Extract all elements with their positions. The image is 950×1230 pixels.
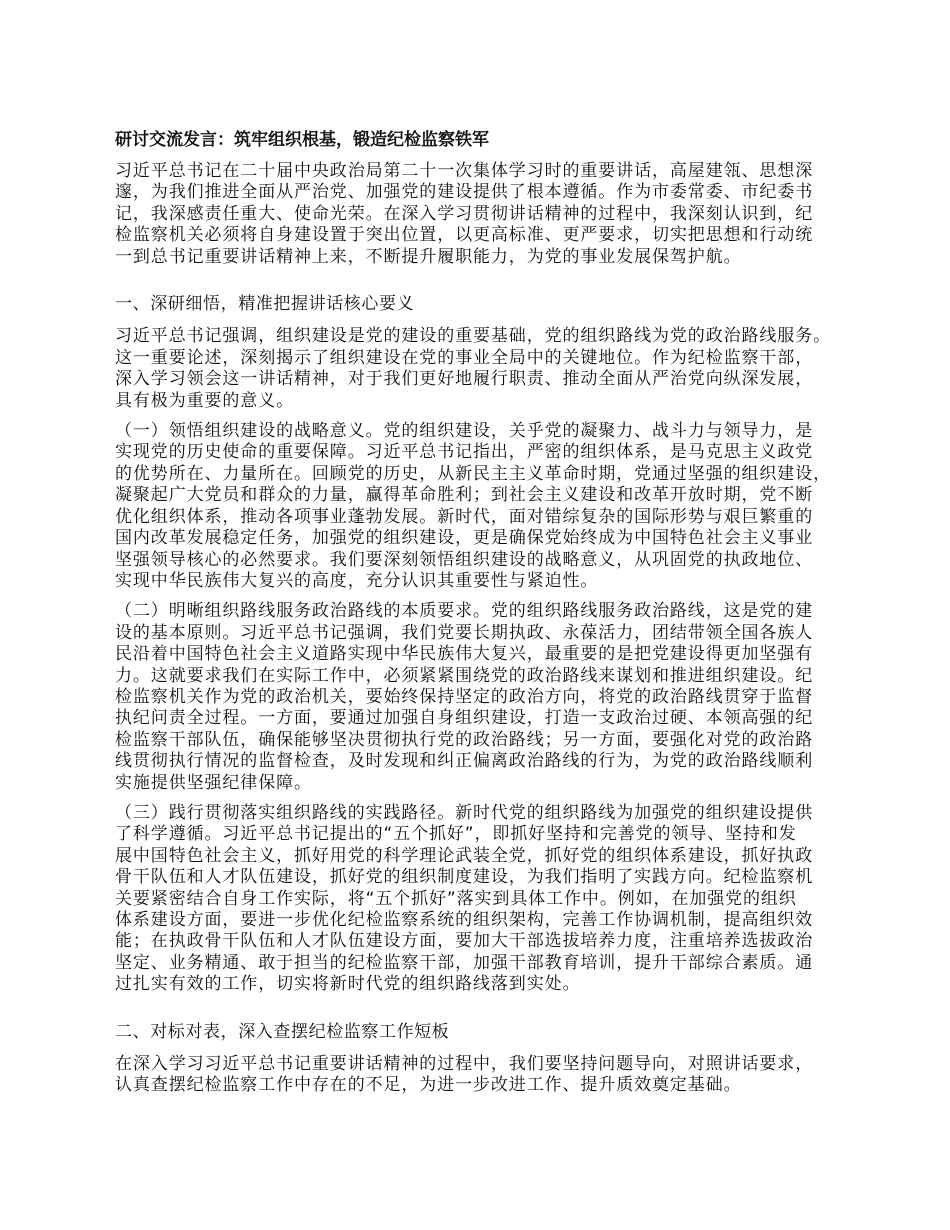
text-line: 一到总书记重要讲话精神上来，不断提升履职能力，为党的事业发展保驾护航。 [115, 246, 742, 267]
document-page [115, 129, 855, 1106]
text-line: 的优势所在、力量所在。回顾党的历史，从新民主主义革命时期，党通过坚强的组织建设， [115, 463, 831, 484]
text-line: 线贯彻执行情况的监督检查，及时发现和纠正偏离政治路线的行为，为党的政治路线顺利 [115, 751, 814, 772]
text-line: 民沿着中国特色社会主义道路实现中华民族伟大复兴，最重要的是把党建设得更加坚强有 [115, 644, 814, 665]
text-line: （三）践行贯彻落实组织路线的实践路径。新时代党的组织路线为加强党的组织建设提供 [115, 802, 814, 823]
text-line: 检监察干部队伍，确保能够坚决贯彻执行党的政治路线；另一方面，要强化对党的政治路 [115, 729, 814, 750]
point-1-paragraph [115, 421, 855, 592]
text-line: 记，我深感责任重大、使命光荣。在深入学习贯彻讲话精神的过程中，我深刻认识到，纪 [115, 203, 814, 224]
text-line: 坚定、业务精通、敢于担当的纪检监察干部，加强干部教育培训，提升干部综合素质。通 [115, 952, 814, 973]
text-line: 优化组织体系，推动各项事业蓬勃发展。新时代，面对错综复杂的国际形势与艰巨繁重的 [115, 506, 814, 527]
text-line: 检监察机关必须将自身建设置于突出位置，以更高标准、更严要求，切实把思想和行动统 [115, 225, 814, 246]
section-1-intro-paragraph [115, 326, 855, 412]
text-line: 在深入学习习近平总书记重要讲话精神的过程中，我们要坚持问题导向，对照讲话要求， [115, 1054, 814, 1075]
text-line: 邃，为我们推进全面从严治党、加强党的建设提供了根本遵循。作为市委常委、市纪委书 [115, 182, 814, 203]
text-line: 坚强领导核心的必然要求。我们要深刻领悟组织建设的战略意义，从巩固党的执政地位、 [115, 549, 814, 570]
text-line: 凝聚起广大党员和群众的力量，赢得革命胜利；到社会主义建设和改革开放时期，党不断 [115, 485, 814, 506]
point-3-paragraph [115, 803, 855, 996]
text-line: 了科学遵循。习近平总书记提出的“五个抓好”，即抓好坚持和完善党的领导、坚持和发 [115, 824, 797, 845]
text-line: 深入学习领会这一讲话精神，对于我们更好地履行职责、推动全面从严治党向纵深发展， [115, 369, 814, 390]
text-line: 关要紧密结合自身工作实际，将“五个抓好”落实到具体工作中。例如，在加强党的组织 [115, 888, 797, 909]
section-2-intro-paragraph [115, 1054, 855, 1097]
text-line: 体系建设方面，要进一步优化纪检监察系统的组织架构，完善工作协调机制，提高组织效 [115, 910, 814, 930]
text-line: 执纪问责全过程。一方面，要通过加强自身组织建设，打造一支政治过硬、本领高强的纪 [115, 708, 814, 729]
text-line: 检监察机关作为党的政治机关，要始终保持坚定的政治方向，将党的政治路线贯穿于监督 [115, 686, 814, 707]
text-line: 实施提供坚强纪律保障。 [115, 772, 312, 793]
intro-paragraph [115, 161, 855, 268]
text-line: 实现中华民族伟大复兴的高度，充分认识其重要性与紧迫性。 [115, 570, 599, 591]
point-2-paragraph [115, 601, 855, 794]
document-title: 研讨交流发言：筑牢组织根基，锻造纪检监察铁军 [115, 130, 489, 150]
text-line: （二）明晰组织路线服务政治路线的本质要求。党的组织路线服务政治路线，这是党的建 [115, 601, 814, 622]
text-line: 力。这就要求我们在实际工作中，必须紧紧围绕党的政治路线来谋划和推进组织建设。纪 [115, 665, 814, 686]
text-line: （一）领悟组织建设的战略意义。党的组织建设，关乎党的凝聚力、战斗力与领导力，是 [115, 421, 814, 442]
text-line: 习近平总书记强调，组织建设是党的建设的重要基础，党的组织路线为党的政治路线服务。 [115, 326, 831, 347]
text-line: 这一重要论述，深刻揭示了组织建设在党的事业全局中的关键地位。作为纪检监察干部， [115, 347, 814, 368]
text-line: 设的基本原则。习近平总书记强调，我们党要长期执政、永葆活力，团结带领全国各族人 [115, 622, 814, 643]
text-line: 骨干队伍和人才队伍建设，抓好党的组织制度建设，为我们指明了实践方向。纪检监察机 [115, 867, 814, 888]
section-1-heading: 一、深研细悟，精准把握讲话核心要义 [115, 294, 415, 315]
text-line: 展中国特色社会主义，抓好用党的科学理论武装全党，抓好党的组织体系建设，抓好执政 [115, 845, 814, 866]
text-line: 能；在执政骨干队伍和人才队伍建设方面，要加大干部选拔培养力度，注重培养选拔政治 [115, 931, 814, 952]
text-line: 认真查摆纪检监察工作中存在的不足，为进一步改进工作、提升质效奠定基础。 [115, 1075, 742, 1096]
text-line: 具有极为重要的意义。 [115, 390, 294, 411]
text-line: 实现党的历史使命的重要保障。习近平总书记指出，严密的组织体系，是马克思主义政党 [115, 442, 814, 463]
text-line: 国内改革发展稳定任务，加强党的组织建设，更是确保党始终成为中国特色社会主义事业 [115, 528, 814, 549]
section-2-heading: 二、对标对表，深入查摆纪检监察工作短板 [115, 1021, 450, 1042]
text-line: 习近平总书记在二十届中央政治局第二十一次集体学习时的重要讲话，高屋建瓴、思想深 [115, 161, 814, 181]
text-line: 过扎实有效的工作，切实将新时代党的组织路线落到实处。 [115, 974, 581, 995]
